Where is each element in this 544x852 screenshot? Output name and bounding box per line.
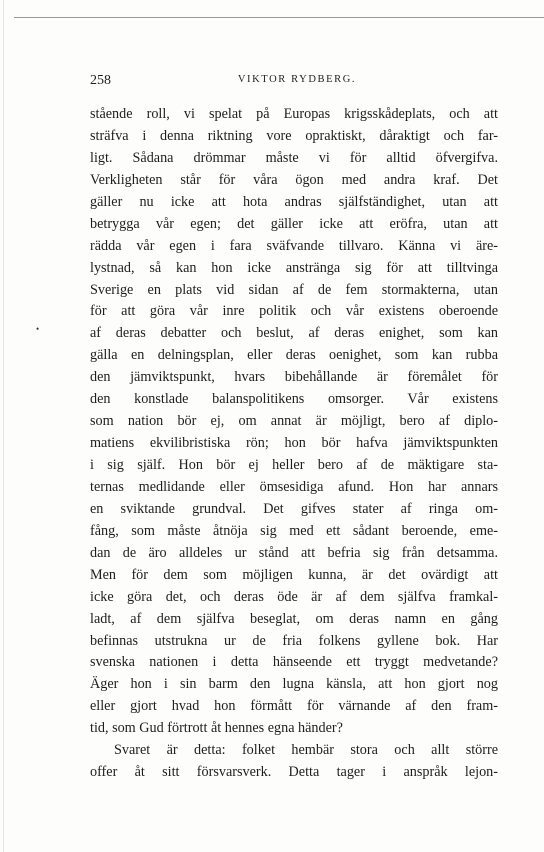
text-line: gälla en delningsplan, eller deras oenighet, som kan rubba bbox=[90, 347, 498, 364]
text-line: den konstlade balanspolitikens omsorger. Vår existens bbox=[90, 391, 498, 408]
text-line: tid, som Gud förtrott åt hennes egna händer? bbox=[90, 720, 343, 737]
text-line: ligt. Sådana drömmar måste vi för alltid öfvergifva. bbox=[90, 149, 498, 166]
text-line: för att göra vår inre politik och vår existens oberoende bbox=[90, 303, 498, 320]
text-line: Verkligheten står för våra ögon med andra kraf. Det bbox=[90, 171, 498, 188]
text-line: svenska nationen i detta hänseende ett tryggt medvetande? bbox=[90, 654, 498, 671]
body-text bbox=[90, 104, 498, 784]
text-line: Äger hon i sin barm den lugna känsla, att hon gjort nog bbox=[90, 676, 498, 693]
text-line: betrygga vår egen; det gäller icke att eröfra, utan att bbox=[90, 215, 498, 232]
text-line: stående roll, vi spelat på Europas krigsskådeplats, och att bbox=[90, 106, 498, 122]
top-rule bbox=[14, 17, 544, 18]
page-number: 258 bbox=[90, 73, 111, 88]
text-line: den jämviktspunkt, hvars bibehållande är föremålet för bbox=[90, 369, 498, 386]
text-line: gäller nu icke att hota andras själfständighet, utan att bbox=[90, 193, 498, 210]
page-left-edge bbox=[3, 0, 4, 852]
text-line: eller gjort hvad hon förmått för värnande af den fram- bbox=[90, 698, 498, 715]
text-line: offer åt sitt försvarsverk. Detta tager i anspråk lejon- bbox=[90, 764, 498, 781]
text-line: af deras debatter och beslut, af deras enighet, som kan bbox=[90, 325, 498, 342]
text-line: rädda vår egen i fara sväfvande tillvaro. Känna vi äre- bbox=[90, 237, 498, 254]
running-head: VIKTOR RYDBERG. bbox=[237, 74, 357, 85]
text-line: Svaret är detta: folket hembär stora och allt större bbox=[114, 742, 498, 759]
text-line: ladt, af dem själfva beseglat, om deras namn en gång bbox=[90, 610, 498, 627]
text-line: ternas medlidande eller ömsesidiga afund. Hon har annars bbox=[90, 478, 498, 495]
margin-mark: • bbox=[36, 324, 40, 334]
text-line: i sig själf. Hon bör ej heller bero af de mäktigare sta- bbox=[90, 457, 498, 473]
text-line: som nation bör ej, om annat är möjligt, bero af diplo- bbox=[90, 413, 498, 430]
text-line: Men för dem som möjligen kunna, är det ovärdigt att bbox=[90, 566, 498, 583]
page-header bbox=[90, 73, 504, 89]
text-line: sträfva i denna riktning vore opraktiskt, dåraktigt och far- bbox=[90, 127, 498, 144]
text-line: icke göra det, och deras öde är af dem själfva framkal- bbox=[90, 588, 498, 605]
text-line: en sviktande grundval. Det gifves stater af ringa om- bbox=[90, 500, 498, 517]
text-line: matiens ekvilibristiska rön; hon bör hafva jämviktspunkten bbox=[90, 435, 498, 452]
text-line: befinnas utstrukna ur de fria folkens gyllene bok. Har bbox=[90, 632, 498, 649]
text-line: lystnad, så kan hon icke anstränga sig för att tilltvinga bbox=[90, 259, 498, 276]
text-line: Sverige en plats vid sidan af de fem stormakterna, utan bbox=[90, 281, 498, 298]
text-line: fång, som måste åtnöja sig med ett sådant beroende, eme- bbox=[90, 522, 498, 539]
text-line: dan de äro alldeles ur stånd att befria sig från detsamma. bbox=[90, 544, 498, 561]
